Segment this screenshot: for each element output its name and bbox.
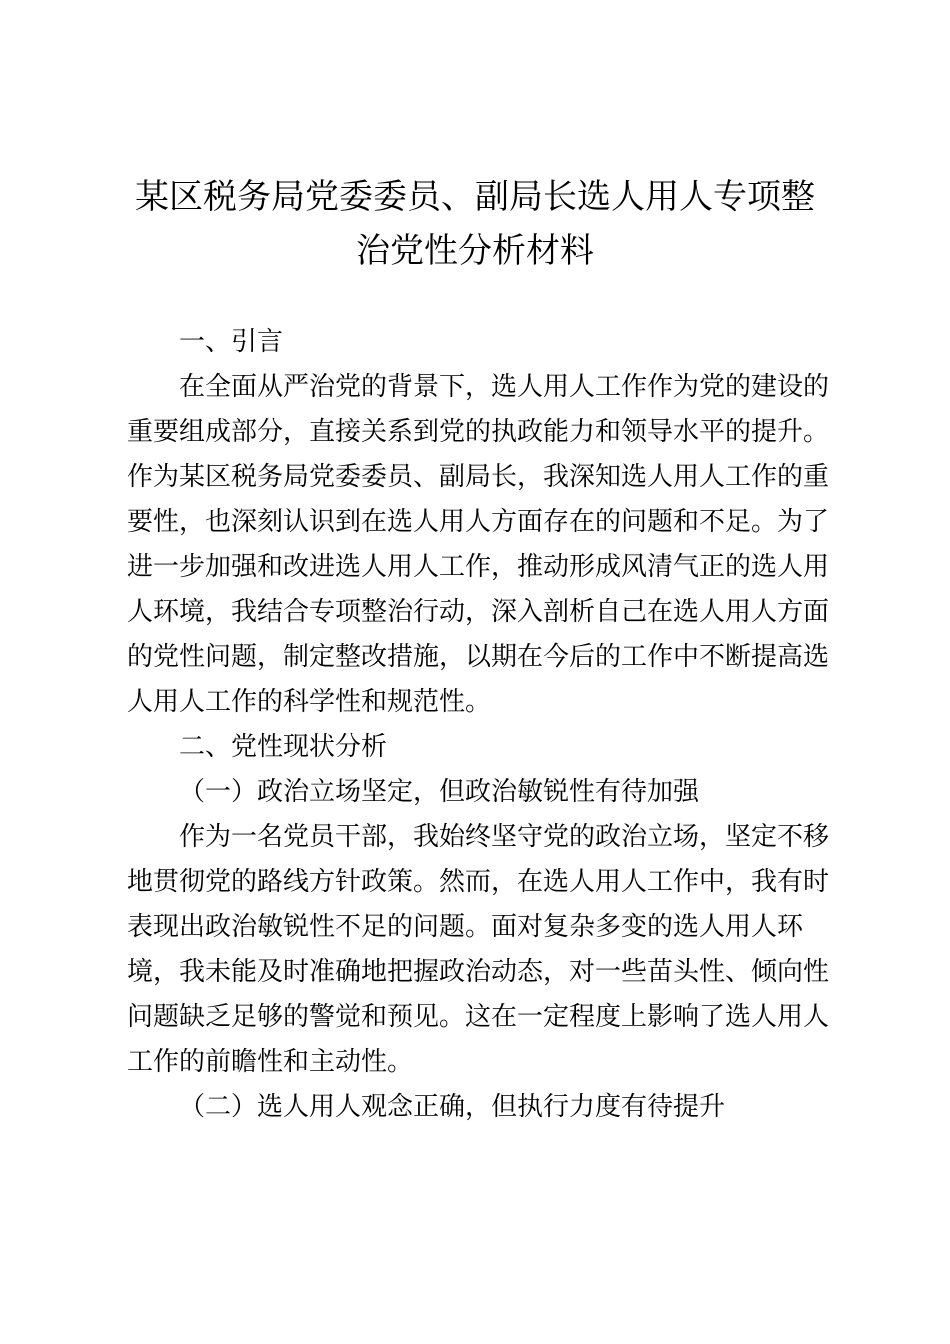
body-line: 作为一名党员干部，我始终坚守党的政治立场，坚定不移 xyxy=(179,822,830,852)
body-line: 要性，也深刻认识到在选人用人方面存在的问题和不足。为了 xyxy=(127,507,830,537)
body-line: 工作的前瞻性和主动性。 xyxy=(127,1047,414,1077)
title-line-1: 某区税务局党委委员、副局长选人用人专项整 xyxy=(135,177,815,217)
section-heading-analysis: 二、党性现状分析 xyxy=(179,732,388,762)
document-title xyxy=(110,170,840,278)
subsection-heading-1: （一）政治立场坚定，但政治敏锐性有待加强 xyxy=(179,777,700,807)
body-line: 境，我未能及时准确地把握政治动态，对一些苗头性、倾向性 xyxy=(127,957,830,987)
body-line: 作为某区税务局党委委员、副局长，我深知选人用人工作的重 xyxy=(127,462,830,492)
body-line: 地贯彻党的路线方针政策。然而，在选人用人工作中，我有时 xyxy=(127,867,830,897)
section-heading-introduction: 一、引言 xyxy=(179,327,284,357)
body-line: 人用人工作的科学性和规范性。 xyxy=(127,687,492,717)
body-line: 进一步加强和改进选人用人工作，推动形成风清气正的选人用 xyxy=(127,552,830,582)
body-line: 人环境，我结合专项整治行动，深入剖析自己在选人用人方面 xyxy=(127,597,830,627)
body-line: 在全面从严治党的背景下，选人用人工作作为党的建设的 xyxy=(179,372,830,402)
body-line: 重要组成部分，直接关系到党的执政能力和领导水平的提升。 xyxy=(127,417,830,447)
document-body xyxy=(127,320,832,1130)
body-line: 问题缺乏足够的警觉和预见。这在一定程度上影响了选人用人 xyxy=(127,1002,830,1032)
title-line-2: 治党性分析材料 xyxy=(356,231,594,271)
body-line: 表现出政治敏锐性不足的问题。面对复杂多变的选人用人环 xyxy=(127,912,804,942)
body-line: 的党性问题，制定整改措施，以期在今后的工作中不断提高选 xyxy=(127,642,830,672)
subsection-heading-2: （二）选人用人观念正确，但执行力度有待提升 xyxy=(179,1092,726,1122)
